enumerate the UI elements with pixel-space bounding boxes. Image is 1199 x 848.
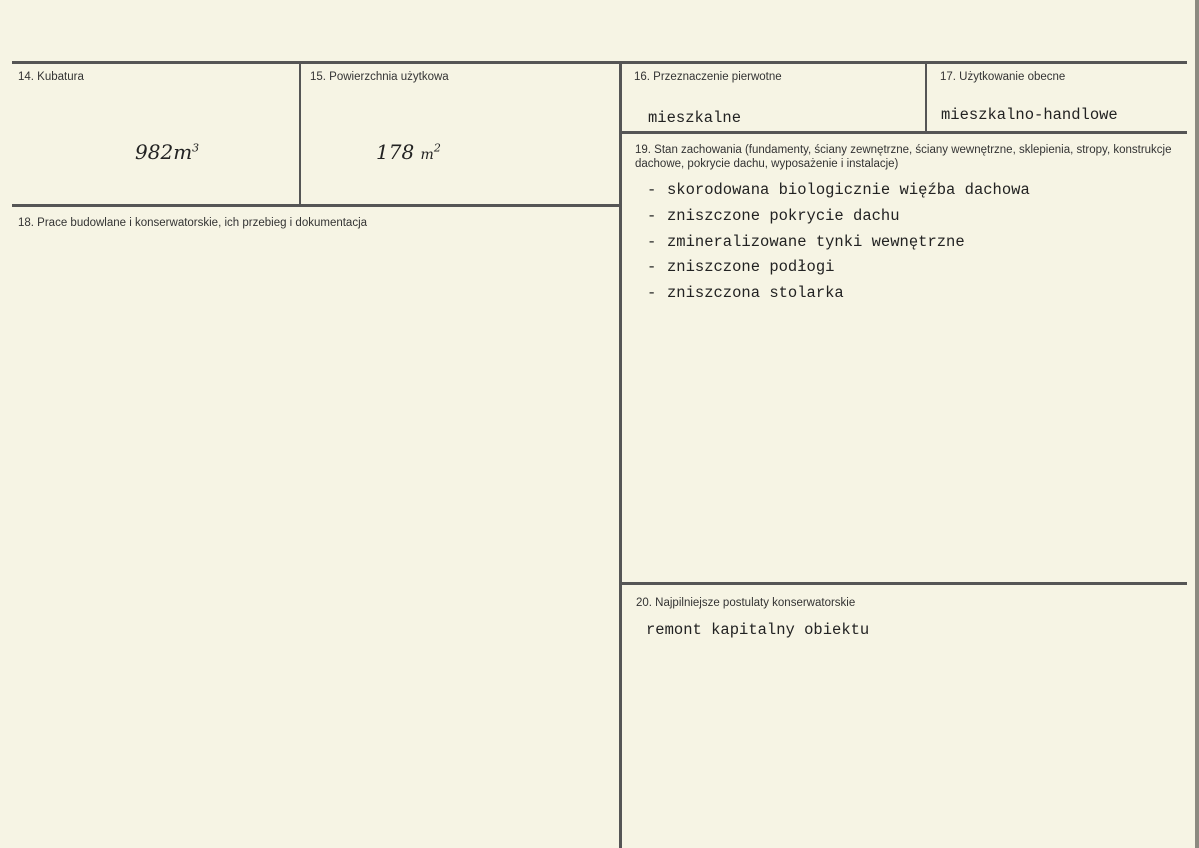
value-uzytkowanie: mieszkalno-handlowe <box>941 106 1118 124</box>
label-przeznaczenie: 16. Przeznaczenie pierwotne <box>634 71 782 83</box>
label-postulaty: 20. Najpilniejsze postulaty konserwatorskie <box>636 597 856 609</box>
divider-left-right <box>619 61 622 848</box>
value-kubatura-number: 982 <box>135 140 174 164</box>
hline-right-row1 <box>621 131 1187 134</box>
list-bullet: - <box>647 258 657 277</box>
list-item-text: skorodowana biologicznie więźba dachowa <box>667 181 1030 199</box>
value-kubatura <box>135 140 199 164</box>
top-border <box>12 61 1187 64</box>
hline-19-20 <box>621 582 1187 585</box>
value-przeznaczenie: mieszkalne <box>648 109 742 127</box>
divider-16-17 <box>925 61 927 133</box>
label-prace-budowlane: 18. Prace budowlane i konserwatorskie, ich przebieg i dokumentacja <box>18 217 368 229</box>
list-bullet: - <box>647 181 657 199</box>
hline-left-row1 <box>12 204 620 207</box>
label-uzytkowanie: 17. Użytkowanie obecne <box>940 71 1066 83</box>
list-bullet: - <box>647 232 657 251</box>
divider-14-15 <box>299 61 301 206</box>
stan-zachowania-list <box>647 178 1030 307</box>
list-bullet: - <box>647 206 657 225</box>
card-right-edge <box>1195 0 1199 848</box>
label-powierzchnia: 15. Powierzchnia użytkowa <box>310 71 449 83</box>
label-kubatura: 14. Kubatura <box>18 71 84 83</box>
list-item-text: zmineralizowane tynki wewnętrzne <box>667 232 965 251</box>
value-powierzchnia <box>376 140 441 164</box>
list-item <box>647 255 1030 281</box>
value-kubatura-unit: m <box>173 140 193 164</box>
value-powierzchnia-unit: m <box>420 147 434 163</box>
list-item-text: zniszczone pokrycie dachu <box>667 206 900 225</box>
list-item-text: zniszczona stolarka <box>667 284 844 303</box>
value-kubatura-exp: 3 <box>192 141 200 155</box>
list-item <box>647 230 1030 256</box>
list-bullet: - <box>647 284 657 303</box>
value-powierzchnia-exp: 2 <box>433 141 441 155</box>
value-postulaty: remont kapitalny obiektu <box>646 621 870 639</box>
list-item <box>647 204 1030 230</box>
label-stan-zachowania: 19. Stan zachowania (fundamenty, ściany zewnętrzne, ściany wewnętrzne, sklepienia, stropy, konstrukcje dachowe, pokrycie dachu, wyposażenie i instalacje) <box>635 144 1172 170</box>
list-item <box>647 178 1030 204</box>
list-item-text: zniszczone podłogi <box>667 258 835 277</box>
value-powierzchnia-number: 178 <box>376 140 415 164</box>
list-item <box>647 281 1030 307</box>
